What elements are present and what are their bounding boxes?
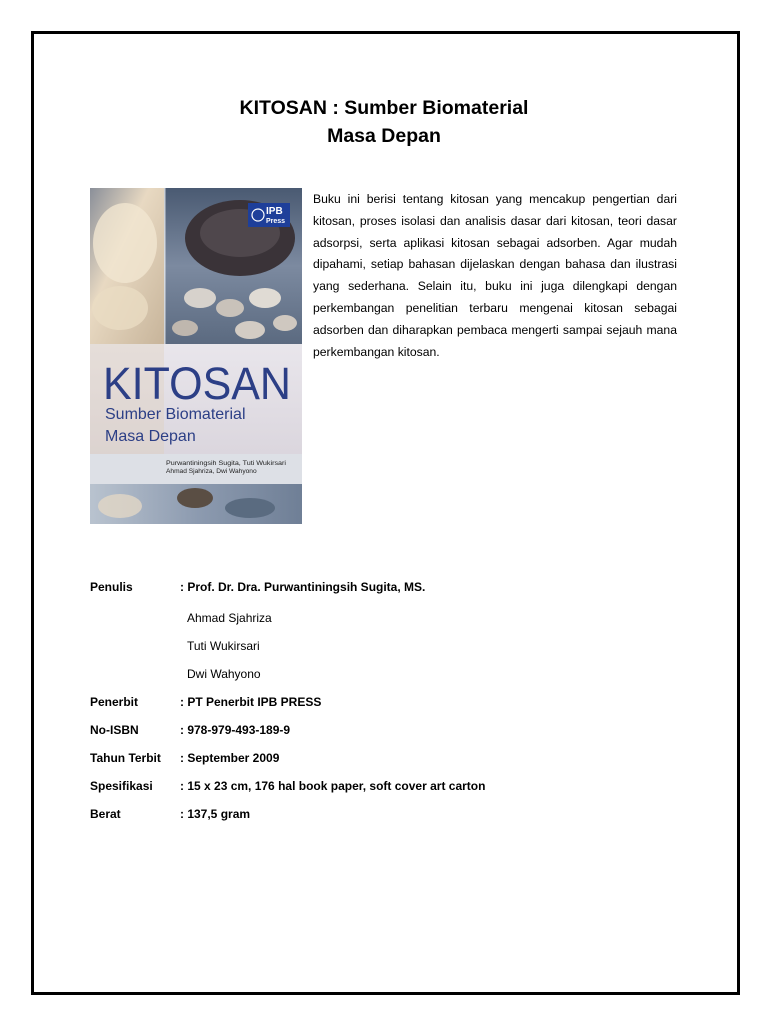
cover-authors-line-1: Purwantiningsih Sugita, Tuti Wukirsari [166,460,287,467]
book-description: Buku ini berisi tentang kitosan yang mencakup pengertian dari kitosan, proses isolasi dan analisis dasar dari kitosan, teori dasar adsorpsi, serta aplikasi kitosan sebagai adsorben. Agar mudah dipahami, setiap bahasan dijelaskan dengan bahasa dan ilustrasi yang sederhana. Selain itu, buku ini juga dilengkapi dengan perkembangan penelitian terbaru mengenai kitosan sebagai adsorben dan diharapkan pembaca mengerti sampai sejauh mana perkembangan kitosan. [313,192,677,359]
detail-value-penulis-4: Dwi Wahyono [187,667,261,681]
detail-label-spesifikasi: Spesifikasi [90,779,153,793]
detail-value-isbn: : 978-979-493-189-9 [180,723,291,737]
detail-value-penulis: : Prof. Dr. Dra. Purwantiningsih Sugita, MS. [180,580,426,594]
page-title [0,94,768,150]
detail-value-penulis-3: Tuti Wukirsari [187,639,260,653]
title-line-2: Masa Depan [327,125,441,147]
detail-value-penerbit: : PT Penerbit IPB PRESS [180,695,322,709]
detail-label-penulis: Penulis [90,580,133,594]
detail-value-tahun-terbit: : September 2009 [180,751,280,765]
cover-subtitle-line-2: Masa Depan [105,428,196,445]
detail-label-berat: Berat [90,807,121,821]
title-line-1: KITOSAN : Sumber Biomaterial [239,97,529,119]
detail-label-penerbit: Penerbit [90,695,139,709]
detail-value-spesifikasi: : 15 x 23 cm, 176 hal book paper, soft cover art carton [180,779,486,793]
book-cover-image [90,188,302,524]
detail-value-berat: : 137,5 gram [180,807,251,821]
detail-label-tahun-terbit: Tahun Terbit [90,751,161,765]
cover-subtitle-line-1: Sumber Biomaterial [105,406,246,423]
cover-logo-line-1: IPB [266,206,283,217]
cover-authors-line-2: Ahmad Sjahriza, Dwi Wahyono [166,468,257,475]
cover-logo-line-2: Press [266,218,286,225]
detail-value-penulis-2: Ahmad Sjahriza [187,611,272,625]
cover-title: KITOSAN [103,358,291,409]
detail-label-isbn: No-ISBN [90,723,139,737]
